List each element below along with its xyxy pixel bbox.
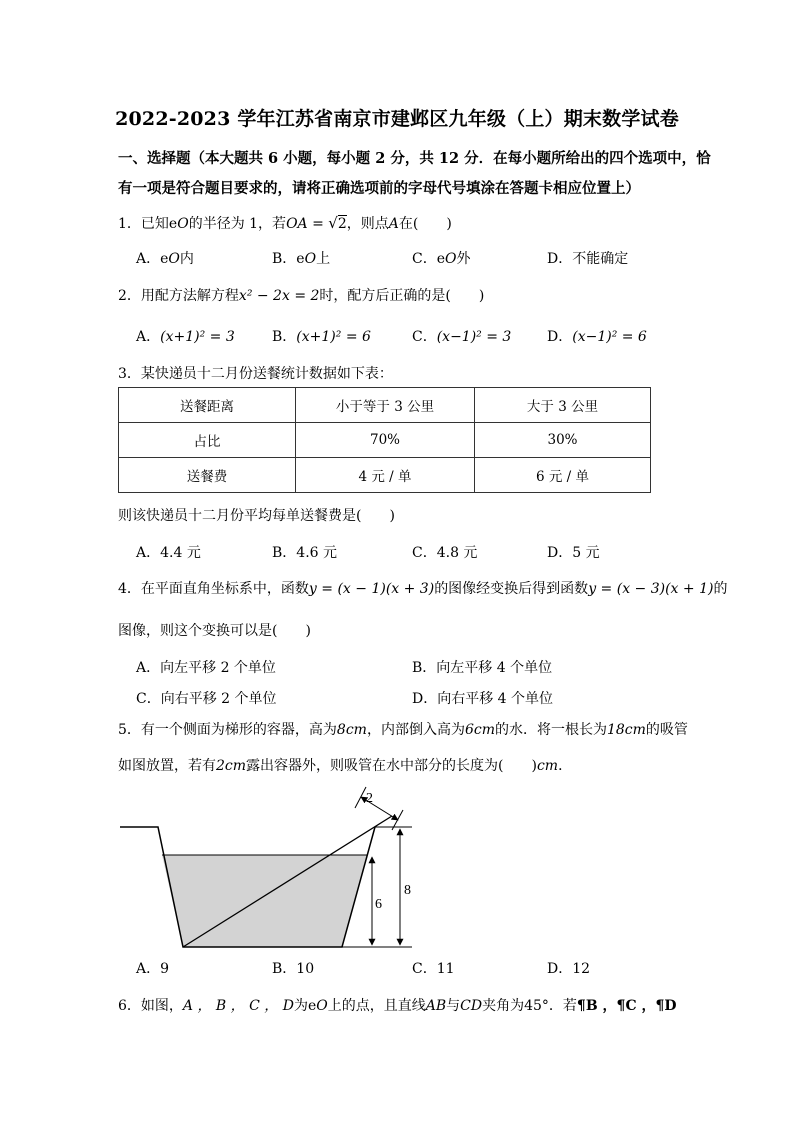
question-4-option-b[interactable]: B．向左平移 4 个单位 [412,660,553,676]
question-5-stem-line2: 如图放置，若有2cm露出容器外，则吸管在水中部分的长度为( )cm． [118,758,573,774]
question-2-option-b[interactable]: B．(x+1)² = 6 [272,329,371,345]
water-region [162,855,368,947]
question-5-option-a[interactable]: A．9 [136,961,170,977]
page-title: 2022-2023 学年江苏省南京市建邺区九年级（上）期末数学试卷 [115,108,679,130]
label-6: 6 [375,897,382,912]
table-cell: 4 元 / 单 [296,458,475,493]
question-2-option-d[interactable]: D．(x−1)² = 6 [547,329,647,345]
question-2-option-a[interactable]: A．(x+1)² = 3 [136,329,235,345]
table-cell: 30% [475,423,651,458]
question-4-stem-line2: 图像，则这个变换可以是( ) [118,623,311,639]
table-row [119,423,651,458]
question-3-option-c[interactable]: C．4.8 元 [412,545,478,561]
question-1-option-b[interactable]: B．eO上 [272,251,331,267]
question-4-option-a[interactable]: A．向左平移 2 个单位 [136,660,276,676]
table-cell: 送餐距离 [119,388,296,423]
question-4-stem: 4．在平面直角坐标系中，函数y = (x − 1)(x + 3)的图像经变换后得到函数y = (x − 3)(x + 1)的 [118,581,728,597]
label-2: 2 [366,791,373,806]
question-5-stem: 5．有一个侧面为梯形的容器，高为8cm，内部倒入高为6cm的水．将一根长为18cm的吸管 [118,722,688,738]
section-heading-line2: 有一项是符合题目要求的，请将正确选项前的字母代号填涂在答题卡相应位置上） [118,180,640,197]
table-row [119,388,651,423]
table-row [119,458,651,493]
question-1-option-d[interactable]: D．不能确定 [547,251,629,267]
sqrt-symbol: √ [328,214,338,232]
question-3-prompt: 则该快递员十二月份平均每单送餐费是( ) [118,508,395,524]
question-3-option-a[interactable]: A．4.4 元 [136,545,201,561]
table-cell: 6 元 / 单 [475,458,651,493]
label-8: 8 [404,883,411,898]
question-5-option-d[interactable]: D．12 [547,961,591,977]
question-4-option-c[interactable]: C．向右平移 2 个单位 [136,691,277,707]
question-1-stem: 1．已知eO的半径为 1，若OA = √2，则点A在( ) [118,214,452,232]
question-3-option-d[interactable]: D．5 元 [547,545,600,561]
question-2-stem: 2．用配方法解方程x² − 2x = 2时，配方后正确的是( ) [118,288,485,304]
question-1-option-c[interactable]: C．eO外 [412,251,471,267]
table-cell: 70% [296,423,475,458]
question-5-option-b[interactable]: B．10 [272,961,315,977]
table-cell: 占比 [119,423,296,458]
table-cell: 送餐费 [119,458,296,493]
delivery-stats-table [118,387,651,493]
section-heading-line1: 一、选择题（本大题共 6 小题，每小题 2 分，共 12 分．在每小题所给出的四个选项中，恰 [118,150,711,167]
table-cell: 小于等于 3 公里 [296,388,475,423]
table-cell: 大于 3 公里 [475,388,651,423]
container-straw-figure [118,784,418,954]
question-3-option-b[interactable]: B．4.6 元 [272,545,338,561]
question-2-option-c[interactable]: C．(x−1)² = 3 [412,329,512,345]
question-5-option-c[interactable]: C．11 [412,961,455,977]
question-1-option-a[interactable]: A．eO内 [136,251,194,267]
question-4-option-d[interactable]: D．向右平移 4 个单位 [412,691,554,707]
question-3-stem: 3．某快递员十二月份送餐统计数据如下表： [118,366,393,382]
question-6-stem: 6．如图，A ， B ， C ， D为eO上的点，且直线AB与CD夹角为45°．若¶B ，¶C ，¶D [118,998,677,1014]
